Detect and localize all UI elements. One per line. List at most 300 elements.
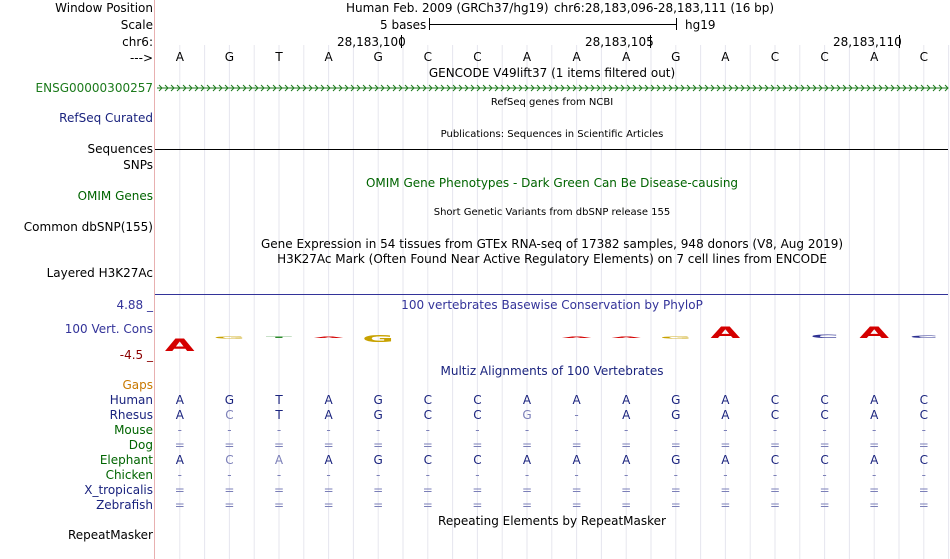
refseq-curated-label[interactable]: RefSeq Curated <box>59 111 153 125</box>
alignment-base: C <box>770 453 780 467</box>
gencode-strand-chevron <box>909 85 912 91</box>
alignment-base: = <box>422 483 433 497</box>
gencode-strand-chevron <box>369 85 372 91</box>
gencode-strand-chevron <box>615 85 618 91</box>
alignment-base: C <box>820 393 829 407</box>
gencode-strand-chevron <box>771 85 774 91</box>
alignment-base: - <box>574 408 579 422</box>
gencode-strand-chevron <box>459 85 462 91</box>
alignment-base: - <box>921 423 926 437</box>
base-letter: C <box>770 50 780 64</box>
phylop-max-value: 4.88 _ <box>116 298 153 312</box>
multiz-track-title[interactable]: Multiz Alignments of 100 Vertebrates <box>440 364 664 378</box>
gencode-strand-chevron <box>429 85 432 91</box>
coord-tick-label: 28,183,100 <box>337 35 406 49</box>
phylop-logo-letter: C <box>810 334 839 340</box>
gencode-strand-chevron <box>801 85 804 91</box>
alignment-base: = <box>373 483 384 497</box>
gencode-strand-chevron <box>387 85 390 91</box>
phylop-logo-letter: G <box>213 335 246 340</box>
alignment-base: - <box>673 423 678 437</box>
gencode-strand-chevron <box>519 85 522 91</box>
alignment-base: = <box>571 438 582 452</box>
gencode-strand-chevron <box>819 85 822 91</box>
gencode-strand-chevron <box>531 85 534 91</box>
alignment-base: = <box>769 498 781 512</box>
alignment-base: A <box>870 393 879 407</box>
alignment-base: C <box>225 453 234 467</box>
alignment-base: A <box>522 393 532 407</box>
gencode-strand-chevron <box>675 85 678 91</box>
alignment-base: = <box>819 483 830 497</box>
gencode-strand-chevron <box>807 85 810 91</box>
phylop-logo-letter: A <box>710 323 741 342</box>
coord-tick-label: 28,183,105 <box>585 35 654 49</box>
gencode-strand-chevron <box>705 85 708 91</box>
alignment-base: = <box>323 438 334 452</box>
phylop-logo-letter: A <box>611 336 642 339</box>
gencode-strand-chevron <box>477 85 480 91</box>
gencode-strand-chevron <box>507 85 510 91</box>
alignment-base: A <box>622 408 631 422</box>
alignment-base: = <box>571 498 582 512</box>
snps-label[interactable]: SNPs <box>123 158 153 172</box>
gencode-strand-chevron <box>831 85 834 91</box>
position-text[interactable]: chr6:28,183,096-28,183,111 (16 bp) <box>554 1 775 15</box>
alignment-base: G <box>373 408 383 422</box>
alignment-base: - <box>227 468 232 482</box>
gencode-strand-chevron <box>435 85 438 91</box>
alignment-base: = <box>472 483 483 497</box>
phylop-logo-letter: A <box>164 335 195 356</box>
alignment-base: = <box>670 483 681 497</box>
alignment-base: = <box>521 498 533 512</box>
gencode-strand-chevron <box>399 85 402 91</box>
alignment-base: = <box>323 483 334 497</box>
alignment-base: - <box>723 423 728 437</box>
scale-bar-right-tick <box>676 18 677 30</box>
gencode-strand-chevron <box>501 85 504 91</box>
alignment-base: A <box>324 393 333 407</box>
base-letter: G <box>224 50 235 64</box>
alignment-base: A <box>721 453 730 467</box>
alignment-base: - <box>772 423 778 437</box>
repeatmasker-track-title[interactable]: Repeating Elements by RepeatMasker <box>438 514 666 528</box>
gencode-strand-chevron <box>423 85 426 91</box>
alignment-base: C <box>820 453 829 467</box>
alignment-base: - <box>822 423 827 437</box>
phylop-logo-letter: T <box>265 336 293 339</box>
repeatmasker-label[interactable]: RepeatMasker <box>67 528 153 542</box>
gencode-gene-label[interactable]: ENSG00000300257 <box>35 81 153 95</box>
coord-tick-mark <box>401 35 402 48</box>
scale-bar <box>429 24 677 25</box>
alignment-base: G <box>671 393 681 407</box>
assembly-text[interactable]: Human Feb. 2009 (GRCh37/hg19) <box>346 1 549 15</box>
alignment-base: = <box>670 438 681 452</box>
alignment-base: A <box>870 453 879 467</box>
gencode-strand-chevron <box>297 85 300 91</box>
sequences-label[interactable]: Sequences <box>87 142 153 156</box>
gencode-strand-chevron <box>171 85 174 91</box>
species-label[interactable]: Dog <box>128 438 153 452</box>
alignment-base: - <box>524 468 530 482</box>
base-letter: A <box>622 50 631 64</box>
gencode-track-title[interactable]: GENCODE V49lift37 (1 items filtered out) <box>428 66 676 80</box>
base-letter: T <box>275 50 283 64</box>
gencode-strand-chevron <box>207 85 210 91</box>
gencode-strand-chevron <box>699 85 702 91</box>
gencode-strand-chevron <box>603 85 606 91</box>
alignment-base: A <box>870 408 879 422</box>
gencode-strand-chevron <box>657 85 660 91</box>
gencode-strand-chevron <box>381 85 384 91</box>
base-letter: A <box>870 50 879 64</box>
common-dbsnp-label[interactable]: Common dbSNP(155) <box>23 220 153 234</box>
alignment-base: = <box>174 498 185 512</box>
phylop-logo-letter: C <box>909 335 938 339</box>
gencode-strand-chevron <box>717 85 720 91</box>
gencode-strand-chevron <box>663 85 666 91</box>
gencode-strand-chevron <box>759 85 762 91</box>
gencode-strand-chevron <box>825 85 828 91</box>
base-letter: C <box>473 50 482 64</box>
gencode-strand-chevron <box>627 85 630 91</box>
gencode-strand-chevron <box>441 85 444 91</box>
alignment-base: C <box>473 393 482 407</box>
gencode-strand-chevron <box>345 85 348 91</box>
phylop-logo-letter: A <box>313 336 344 339</box>
alignment-base: A <box>622 453 631 467</box>
gencode-strand-chevron <box>903 85 906 91</box>
alignment-base: - <box>574 423 579 437</box>
gtex-track-title[interactable]: Gene Expression in 54 tissues from GTEx RNA-seq of 17382 samples, 948 donors (V8, Aug 2019) <box>260 237 844 251</box>
alignment-base: C <box>423 393 432 407</box>
omim-genes-label[interactable]: OMIM Genes <box>77 189 153 203</box>
gencode-strand-chevron <box>867 85 870 91</box>
alignment-base: = <box>521 483 533 497</box>
species-label[interactable]: Rhesus <box>109 408 153 422</box>
alignment-base: A <box>175 453 184 467</box>
gencode-strand-chevron <box>741 85 744 91</box>
gencode-strand-chevron <box>837 85 840 91</box>
base-letter: A <box>324 50 333 64</box>
alignment-base: - <box>326 468 331 482</box>
alignment-base: = <box>819 438 830 452</box>
gencode-strand-chevron <box>219 85 222 91</box>
alignment-base: = <box>621 498 632 512</box>
gencode-strand-chevron <box>363 85 366 91</box>
alignment-base: = <box>720 438 731 452</box>
gencode-strand-chevron <box>939 85 942 91</box>
alignment-base: A <box>572 393 581 407</box>
sequences-track-line <box>155 149 948 150</box>
gencode-strand-chevron <box>159 85 162 91</box>
scale-label: Scale <box>120 18 153 32</box>
base-letter: G <box>373 50 383 64</box>
base-letter: A <box>522 50 532 64</box>
alignment-base: C <box>919 393 928 407</box>
alignment-base: = <box>422 438 433 452</box>
alignment-base: A <box>175 393 184 407</box>
gencode-strand-chevron <box>273 85 276 91</box>
gencode-strand-chevron <box>291 85 294 91</box>
species-label[interactable]: X_tropicalis <box>84 483 153 497</box>
base-letter: A <box>721 50 730 64</box>
gencode-strand-chevron <box>453 85 456 91</box>
gencode-strand-chevron <box>639 85 642 91</box>
gencode-strand-chevron <box>261 85 264 91</box>
phylop-logo-letter: A <box>561 336 592 339</box>
alignment-base: - <box>227 423 232 437</box>
gencode-strand-chevron <box>483 85 486 91</box>
alignment-base: - <box>425 423 430 437</box>
alignment-base: = <box>472 498 483 512</box>
phylop-min-value: -4.5 _ <box>119 348 153 362</box>
alignment-base: G <box>522 408 532 422</box>
alignment-base: = <box>373 438 384 452</box>
gencode-strand-chevron <box>195 85 198 91</box>
alignment-base: = <box>224 483 235 497</box>
base-letter: A <box>572 50 581 64</box>
base-letter: G <box>671 50 681 64</box>
alignment-base: C <box>473 408 482 422</box>
base-letter: C <box>423 50 432 64</box>
alignment-base: A <box>721 393 730 407</box>
gencode-strand-chevron <box>267 85 270 91</box>
gencode-strand-chevron <box>513 85 516 91</box>
alignment-base: - <box>376 468 381 482</box>
gencode-strand-chevron <box>393 85 396 91</box>
alignment-base: G <box>671 408 681 422</box>
alignment-base: C <box>820 408 829 422</box>
gencode-strand-chevron <box>777 85 780 91</box>
gencode-strand-chevron <box>465 85 468 91</box>
gencode-strand-chevron <box>789 85 792 91</box>
h3k27ac-track-line <box>155 294 948 295</box>
alignment-base: C <box>423 453 432 467</box>
species-label[interactable]: Elephant <box>99 453 153 467</box>
alignment-base: A <box>274 453 284 467</box>
alignment-base: = <box>174 438 185 452</box>
alignment-base: = <box>621 438 632 452</box>
alignment-base: = <box>720 483 731 497</box>
alignment-base: - <box>624 468 629 482</box>
gencode-strand-chevron <box>849 85 852 91</box>
gencode-strand-chevron <box>729 85 732 91</box>
alignment-base: C <box>473 453 482 467</box>
alignment-base: - <box>326 423 331 437</box>
gencode-strand-chevron <box>609 85 612 91</box>
gencode-strand-chevron <box>669 85 672 91</box>
alignment-base: = <box>273 498 285 512</box>
gencode-strand-chevron <box>405 85 408 91</box>
alignment-base: - <box>177 468 182 482</box>
alignment-base: T <box>275 393 283 407</box>
alignment-base: = <box>323 498 334 512</box>
coord-tick-mark <box>650 35 651 48</box>
gencode-strand-chevron <box>447 85 450 91</box>
alignment-base: = <box>521 438 533 452</box>
species-label[interactable]: Chicken <box>105 468 153 482</box>
species-label[interactable]: Zebrafish <box>96 498 153 512</box>
alignment-base: G <box>373 453 383 467</box>
base-letter: C <box>919 50 928 64</box>
alignment-base: = <box>273 483 285 497</box>
alignment-base: - <box>673 468 678 482</box>
omim-track-title[interactable]: OMIM Gene Phenotypes - Dark Green Can Be Disease-causing <box>365 176 739 190</box>
alignment-base: - <box>425 468 430 482</box>
alignment-base: A <box>175 408 184 422</box>
alignment-base: A <box>324 453 333 467</box>
gencode-strand-chevron <box>315 85 318 91</box>
gencode-strand-chevron <box>891 85 894 91</box>
gencode-strand-chevron <box>711 85 714 91</box>
gencode-strand-chevron <box>765 85 768 91</box>
alignment-base: - <box>723 468 728 482</box>
alignment-base: - <box>524 423 530 437</box>
gencode-strand-chevron <box>687 85 690 91</box>
gencode-strand-chevron <box>723 85 726 91</box>
alignment-base: - <box>872 468 877 482</box>
refseq-track-title[interactable]: RefSeq genes from NCBI <box>490 97 614 108</box>
gencode-strand-chevron <box>651 85 654 91</box>
phylop-track-label[interactable]: 100 Vert. Cons <box>64 322 153 336</box>
gencode-strand-chevron <box>237 85 240 91</box>
gencode-strand-chevron <box>537 85 540 91</box>
window-position-label: Window Position <box>55 1 153 15</box>
gencode-strand-chevron <box>255 85 258 91</box>
phylop-logo-letter: A <box>859 323 890 342</box>
phylop-track-title[interactable]: 100 vertebrates Basewise Conservation by PhyloP <box>401 298 703 312</box>
gencode-strand-chevron <box>921 85 924 91</box>
gencode-strand-chevron <box>339 85 342 91</box>
gencode-strand-chevron <box>573 85 576 91</box>
alignment-base: - <box>475 423 480 437</box>
alignment-base: G <box>224 393 235 407</box>
alignment-base: - <box>772 468 778 482</box>
gencode-strand-chevron <box>915 85 918 91</box>
alignment-base: A <box>324 408 333 422</box>
alignment-base: = <box>869 438 880 452</box>
alignment-base: = <box>670 498 681 512</box>
alignment-base: A <box>622 393 631 407</box>
species-label[interactable]: Mouse <box>114 423 153 437</box>
alignment-base: = <box>224 498 235 512</box>
gencode-strand-chevron <box>165 85 168 91</box>
alignment-base: C <box>770 408 780 422</box>
gencode-strand-chevron <box>495 85 498 91</box>
alignment-base: = <box>769 483 781 497</box>
gencode-strand-chevron <box>591 85 594 91</box>
gencode-strand-chevron <box>855 85 858 91</box>
gencode-strand-chevron <box>681 85 684 91</box>
gencode-strand-chevron <box>333 85 336 91</box>
h3k27ac-track-title[interactable]: H3K27Ac Mark (Often Found Near Active Regulatory Elements) on 7 cell lines from ENCODE <box>277 252 827 266</box>
alignment-base: G <box>671 453 681 467</box>
alignment-base: C <box>423 408 432 422</box>
alignment-base: = <box>720 498 731 512</box>
gencode-strand-chevron <box>327 85 330 91</box>
gencode-strand-chevron <box>753 85 756 91</box>
gencode-strand-chevron <box>897 85 900 91</box>
gencode-strand-chevron <box>201 85 204 91</box>
gencode-strand-chevron <box>183 85 186 91</box>
gencode-strand-chevron <box>927 85 930 91</box>
alignment-base: = <box>918 483 929 497</box>
gencode-strand-chevron <box>945 85 948 91</box>
alignment-base: - <box>624 423 629 437</box>
gencode-strand-chevron <box>783 85 786 91</box>
alignment-base: C <box>919 453 928 467</box>
gencode-strand-chevron <box>411 85 414 91</box>
gencode-strand-chevron <box>471 85 474 91</box>
alignment-base: A <box>522 453 532 467</box>
gencode-strand-chevron <box>843 85 846 91</box>
scale-bases: 5 bases <box>380 18 427 32</box>
alignment-base: - <box>872 423 877 437</box>
alignment-base: C <box>919 408 928 422</box>
strand-arrow-label: ---> <box>129 51 153 65</box>
gencode-strand-chevron <box>747 85 750 91</box>
alignment-base: T <box>275 408 283 422</box>
gencode-strand-chevron <box>303 85 306 91</box>
gencode-strand-chevron <box>249 85 252 91</box>
gencode-strand-chevron <box>543 85 546 91</box>
alignment-base: C <box>225 408 234 422</box>
alignment-base: = <box>918 438 929 452</box>
alignment-base: A <box>721 408 730 422</box>
gencode-strand-chevron <box>621 85 624 91</box>
alignment-base: = <box>819 498 830 512</box>
gencode-strand-chevron <box>285 85 288 91</box>
gencode-strand-chevron <box>243 85 246 91</box>
gencode-strand-chevron <box>189 85 192 91</box>
species-label[interactable]: Human <box>109 393 153 407</box>
base-letter: A <box>175 50 184 64</box>
phylop-logo-letter: G <box>660 335 692 340</box>
dbsnp-track-title[interactable]: Short Genetic Variants from dbSNP release 155 <box>433 207 671 218</box>
gencode-strand-chevron <box>309 85 312 91</box>
gencode-strand-chevron <box>579 85 582 91</box>
alignment-base: - <box>822 468 827 482</box>
gencode-strand-chevron <box>813 85 816 91</box>
gencode-strand-chevron <box>933 85 936 91</box>
alignment-base: = <box>621 483 632 497</box>
layered-h3k27ac-label[interactable]: Layered H3K27Ac <box>46 266 153 280</box>
gaps-label: Gaps <box>122 378 153 392</box>
gencode-strand-chevron <box>231 85 234 91</box>
gencode-strand-chevron <box>177 85 180 91</box>
publications-track-title[interactable]: Publications: Sequences in Scientific Articles <box>440 129 664 140</box>
gencode-strand-chevron <box>879 85 882 91</box>
coord-tick-label: 28,183,110 <box>833 35 902 49</box>
chrom-label: chr6: <box>122 35 153 49</box>
gencode-strand-chevron <box>633 85 636 91</box>
alignment-base: = <box>422 498 433 512</box>
alignment-base: = <box>769 438 781 452</box>
gencode-strand-chevron <box>561 85 564 91</box>
scale-db: hg19 <box>685 18 716 32</box>
gencode-strand-chevron <box>279 85 282 91</box>
alignment-base: = <box>273 438 285 452</box>
gencode-strand-chevron <box>861 85 864 91</box>
gencode-strand-chevron <box>525 85 528 91</box>
base-letter: C <box>820 50 829 64</box>
alignment-base: A <box>572 453 581 467</box>
alignment-base: - <box>276 468 282 482</box>
gencode-strand-chevron <box>351 85 354 91</box>
